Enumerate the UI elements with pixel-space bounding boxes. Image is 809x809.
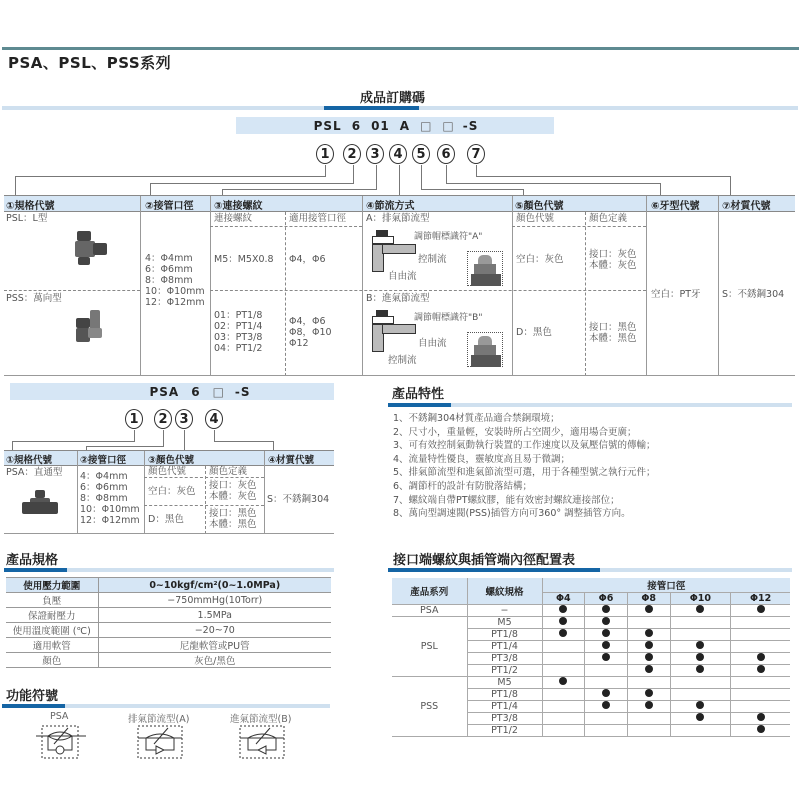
- availability-dot-icon: [645, 689, 653, 697]
- config-dot-cell: [585, 641, 628, 653]
- config-row: [392, 617, 790, 629]
- psa-product-image: [22, 490, 58, 520]
- feature-item: 1、不銹鋼304材質產品適合禁銅環境；: [393, 413, 560, 424]
- symbol-label-b: 進氣節流型(B): [230, 714, 292, 725]
- config-dot-cell: [627, 689, 670, 701]
- symbols-band-accent: [2, 704, 65, 708]
- availability-dot-icon: [645, 641, 653, 649]
- config-dot-cell: [585, 713, 628, 725]
- config-dot-cell: [670, 617, 731, 629]
- availability-dot-icon: [559, 677, 567, 685]
- config-dot-cell: [627, 653, 670, 665]
- psa-material: S：不銹鋼304: [267, 494, 330, 505]
- availability-dot-icon: [602, 605, 610, 613]
- cap-b-image: [467, 332, 503, 367]
- config-dot-cell: [731, 725, 790, 737]
- config-dot-cell: [585, 653, 628, 665]
- col-tube-6: Φ6: [585, 593, 628, 605]
- config-thread-cell: PT3/8: [467, 653, 542, 665]
- config-dot-cell: [542, 629, 585, 641]
- psa-code-box: [10, 383, 334, 400]
- feature-item: 7、螺紋端自帶PT螺紋膠，能有效密封螺紋連接部位；: [393, 494, 620, 506]
- circle-number-5: 5: [412, 144, 430, 164]
- col-tube: 接管口徑: [542, 578, 790, 593]
- color-black-code: D：黑色: [516, 327, 552, 338]
- psa-tube-sizes: 4：Φ4mm 6：Φ6mm 8：Φ8mm 10：Φ10mm 12：Φ12mm: [80, 471, 140, 526]
- config-dot-cell: [670, 665, 731, 677]
- availability-dot-icon: [559, 629, 567, 637]
- config-dot-cell: [542, 653, 585, 665]
- config-table: [392, 578, 790, 737]
- config-dot-cell: [627, 617, 670, 629]
- config-thread-cell: PT1/4: [467, 701, 542, 713]
- exhaust-throttle-symbol-icon: [136, 724, 186, 760]
- circle-number-2: 2: [343, 144, 361, 164]
- col-tube-10: Φ10: [670, 593, 731, 605]
- config-dot-cell: [627, 629, 670, 641]
- config-dot-cell: [542, 641, 585, 653]
- tube-size-list: 4：Φ4mm 6：Φ6mm 8：Φ8mm 10：Φ10mm 12：Φ12mm: [145, 253, 205, 308]
- spec-row: 負壓 −750mmHg(10Torr): [6, 593, 331, 608]
- availability-dot-icon: [696, 701, 704, 709]
- color-code-subheader: 顏色代號: [516, 213, 555, 224]
- config-dot-cell: [731, 701, 790, 713]
- psa-circle-1: 1: [125, 409, 143, 429]
- config-dot-cell: [627, 725, 670, 737]
- config-thread-cell: PT1/8: [467, 689, 542, 701]
- throttle-a-label: A：排氣節流型: [366, 213, 430, 224]
- config-dot-cell: [670, 713, 731, 725]
- psa-circle-4: 4: [205, 409, 223, 429]
- config-row: [392, 605, 790, 617]
- availability-dot-icon: [696, 641, 704, 649]
- psa-color-def-subheader: 顏色定義: [209, 466, 248, 477]
- feature-item: 8、萬向型調速閥(PSS)插管方向可360° 調整插管方向。: [393, 508, 631, 520]
- config-dot-cell: [542, 617, 585, 629]
- psa-header-color: ③顏色代號: [148, 455, 195, 466]
- code-part-2: 6: [351, 118, 362, 133]
- availability-dot-icon: [559, 605, 567, 613]
- config-dot-cell: [542, 701, 585, 713]
- availability-dot-icon: [757, 605, 765, 613]
- config-band-accent: [388, 568, 600, 572]
- features-heading: 產品特性: [392, 387, 445, 402]
- config-dot-cell: [542, 689, 585, 701]
- config-dot-cell: [585, 689, 628, 701]
- config-dot-cell: [542, 713, 585, 725]
- header-color: ⑤顏色代號: [515, 201, 564, 212]
- col-tube-8: Φ8: [627, 593, 670, 605]
- config-dot-cell: [627, 701, 670, 713]
- circle-number-1: 1: [316, 144, 334, 164]
- header-spec-code: ①規格代號: [6, 201, 55, 212]
- config-dot-cell: [670, 689, 731, 701]
- config-dot-cell: [731, 689, 790, 701]
- col-tube-4: Φ4: [542, 593, 585, 605]
- psa-circle-3: 3: [175, 409, 193, 429]
- header-throttle: ④節流方式: [366, 201, 415, 212]
- specs-table: [6, 577, 331, 668]
- throttle-b-control: 控制流: [388, 355, 417, 366]
- config-dot-cell: [627, 665, 670, 677]
- config-thread-cell: PT1/4: [467, 641, 542, 653]
- availability-dot-icon: [645, 653, 653, 661]
- feature-item: 3、可有效控制氣動執行裝置的工作速度以及氣壓信號的傳輸；: [393, 440, 656, 452]
- config-dot-cell: [670, 653, 731, 665]
- heading-band-accent: [324, 106, 419, 110]
- availability-dot-icon: [696, 605, 704, 613]
- code-part-3: 01: [371, 118, 390, 133]
- config-dot-cell: [731, 617, 790, 629]
- features-band-accent: [388, 403, 451, 407]
- thread-type-value: 空白：PT牙: [651, 289, 701, 300]
- config-dot-cell: [542, 605, 585, 617]
- availability-dot-icon: [602, 629, 610, 637]
- psa-circle-2: 2: [154, 409, 172, 429]
- cap-a-image: [467, 251, 503, 286]
- config-dot-cell: [585, 665, 628, 677]
- config-dot-cell: [670, 677, 731, 689]
- header-material: ⑦材質代號: [722, 201, 771, 212]
- config-dot-cell: [731, 641, 790, 653]
- feature-item: 4、流量特性優良，靈敏度高且易于微調；: [393, 453, 571, 465]
- circle-number-7: 7: [467, 144, 485, 164]
- thread-m5: M5：M5X0.8: [214, 254, 274, 265]
- feature-item: 5、排氣節流型和進氣節流型可選，用于各種型號之執行元件；: [393, 467, 656, 479]
- config-series-cell: PSL: [392, 617, 467, 677]
- availability-dot-icon: [559, 617, 567, 625]
- spec-row: 保證耐壓力 1.5MPa: [6, 608, 331, 623]
- spec-row: 使用壓力範圍 0~10kgf/cm²(0~1.0MPa): [6, 578, 331, 593]
- config-dot-cell: [585, 701, 628, 713]
- availability-dot-icon: [645, 701, 653, 709]
- feature-item: 6、調節杆的設計有防脫落結構；: [393, 480, 533, 492]
- code-part-1: PSL: [313, 118, 342, 133]
- config-dot-cell: [542, 677, 585, 689]
- symbol-label-a: 排氣節流型(A): [128, 714, 190, 725]
- config-dot-cell: [542, 725, 585, 737]
- code-part-5: □: [420, 118, 433, 133]
- availability-dot-icon: [602, 617, 610, 625]
- config-heading: 接口端螺紋與插管端內徑配置表: [393, 553, 576, 568]
- config-dot-cell: [627, 713, 670, 725]
- config-dot-cell: [731, 605, 790, 617]
- code-part-4: A: [399, 118, 411, 133]
- config-series-cell: PSA: [392, 605, 467, 617]
- availability-dot-icon: [602, 701, 610, 709]
- color-gray-code: 空白：灰色: [516, 254, 564, 265]
- spec-psl: PSL：L型: [6, 213, 48, 224]
- config-thread-cell: PT3/8: [467, 713, 542, 725]
- config-series-cell: PSS: [392, 677, 467, 737]
- availability-dot-icon: [757, 725, 765, 733]
- availability-dot-icon: [696, 653, 704, 661]
- throttle-a-control: 控制流: [418, 254, 447, 265]
- code-part-6: □: [442, 118, 455, 133]
- throttle-b-label: B：進氣節流型: [366, 293, 430, 304]
- intake-throttle-symbol-icon: [238, 724, 288, 760]
- psa-black-code: D：黑色: [148, 514, 184, 525]
- availability-dot-icon: [757, 653, 765, 661]
- config-row: [392, 677, 790, 689]
- psa-code-part-3: □: [212, 384, 225, 399]
- tube-subheader: 適用接管口徑: [289, 213, 347, 224]
- config-thread-cell: PT1/8: [467, 629, 542, 641]
- psa-header-tube: ②接管口徑: [80, 455, 127, 466]
- thread-m5-tubes: Φ4，Φ6: [289, 254, 326, 265]
- color-gray-def: 接口：灰色 本體：灰色: [589, 249, 637, 271]
- throttle-a-free: 自由流: [388, 271, 417, 282]
- features-list: [393, 412, 656, 521]
- spec-row: 顏色 灰色/黑色: [6, 653, 331, 668]
- psa-color-code-subheader: 顏色代號: [148, 466, 187, 477]
- availability-dot-icon: [696, 665, 704, 673]
- symbols-heading: 功能符號: [6, 689, 59, 704]
- config-thread-cell: PT1/2: [467, 725, 542, 737]
- config-dot-cell: [670, 701, 731, 713]
- throttle-b-diagram: [372, 310, 417, 360]
- code-part-7: -S: [462, 118, 479, 133]
- order-code-box: [236, 117, 554, 134]
- color-def-subheader: 顏色定義: [589, 213, 628, 224]
- config-dot-cell: [585, 605, 628, 617]
- top-rule: [2, 47, 799, 50]
- spec-pss: PSS：萬向型: [6, 293, 62, 304]
- order-code-heading: 成品訂購碼: [360, 91, 426, 106]
- availability-dot-icon: [645, 665, 653, 673]
- spec-row: 適用軟管 尼龍軟管或PU管: [6, 638, 331, 653]
- feature-item: 2、尺寸小，重量輕，安裝時所占空間少，適用場合更廣；: [393, 426, 637, 438]
- series-title: PSA、PSL、PSS系列: [8, 54, 172, 72]
- psa-spec: PSA：直通型: [6, 467, 63, 478]
- config-dot-cell: [627, 677, 670, 689]
- availability-dot-icon: [757, 713, 765, 721]
- config-dot-cell: [542, 665, 585, 677]
- config-dot-cell: [731, 665, 790, 677]
- availability-dot-icon: [602, 641, 610, 649]
- psl-product-image: [75, 231, 109, 265]
- material-value: S：不銹鋼304: [722, 289, 785, 300]
- thread-pt-list: 01：PT1/8 02：PT1/4 03：PT3/8 04：PT1/2: [214, 310, 263, 354]
- availability-dot-icon: [757, 665, 765, 673]
- availability-dot-icon: [645, 605, 653, 613]
- psa-header-spec: ①規格代號: [6, 455, 53, 466]
- psa-code-part-4: -S: [234, 384, 251, 399]
- header-thread-type: ⑥牙型代號: [651, 201, 700, 212]
- psa-code-part-1: PSA: [149, 384, 180, 399]
- symbol-label-psa: PSA: [50, 711, 69, 722]
- psa-header-material: ④材質代號: [268, 455, 315, 466]
- config-dot-cell: [670, 605, 731, 617]
- config-thread-cell: M5: [467, 617, 542, 629]
- availability-dot-icon: [696, 713, 704, 721]
- circle-number-3: 3: [366, 144, 384, 164]
- config-thread-cell: PT1/2: [467, 665, 542, 677]
- config-dot-cell: [731, 653, 790, 665]
- header-thread: ③連接螺紋: [214, 201, 263, 212]
- availability-dot-icon: [645, 629, 653, 637]
- config-dot-cell: [585, 629, 628, 641]
- config-dot-cell: [627, 605, 670, 617]
- psa-black-def: 接口：黑色 本體：黑色: [209, 508, 257, 530]
- psa-gray-def: 接口：灰色 本體：灰色: [209, 480, 257, 502]
- psa-gray-code: 空白：灰色: [148, 486, 196, 497]
- config-dot-cell: [670, 641, 731, 653]
- col-tube-12: Φ12: [731, 593, 790, 605]
- spec-row: 使用溫度範圍 (℃) −20~70: [6, 623, 331, 638]
- config-dot-cell: [731, 713, 790, 725]
- header-tube-diameter: ②接管口徑: [145, 201, 194, 212]
- config-dot-cell: [670, 629, 731, 641]
- color-black-def: 接口：黑色 本體：黑色: [589, 322, 637, 344]
- config-dot-cell: [670, 725, 731, 737]
- thread-subheader: 連接螺紋: [214, 213, 253, 224]
- circle-number-6: 6: [437, 144, 455, 164]
- thread-pt-tubes: Φ4，Φ6 Φ8，Φ10 Φ12: [289, 316, 332, 349]
- throttle-b-mark: 調節帽標識符"B": [414, 313, 483, 323]
- throttle-b-free: 自由流: [418, 338, 447, 349]
- throttle-a-mark: 調節帽標識符"A": [414, 232, 483, 242]
- col-thread: 螺紋規格: [467, 578, 542, 605]
- config-dot-cell: [627, 641, 670, 653]
- pss-product-image: [72, 310, 106, 344]
- specs-heading: 產品規格: [6, 553, 59, 568]
- config-dot-cell: [731, 629, 790, 641]
- specs-band-accent: [4, 568, 67, 572]
- config-thread-cell: M5: [467, 677, 542, 689]
- availability-dot-icon: [602, 689, 610, 697]
- availability-dot-icon: [602, 653, 610, 661]
- config-dot-cell: [731, 677, 790, 689]
- psa-symbol-icon: [36, 724, 86, 760]
- circle-number-4: 4: [389, 144, 407, 164]
- config-dot-cell: [585, 617, 628, 629]
- config-thread-cell: −: [467, 605, 542, 617]
- col-series: 產品系列: [392, 578, 467, 605]
- psa-code-part-2: 6: [191, 384, 201, 399]
- config-dot-cell: [585, 725, 628, 737]
- config-dot-cell: [585, 677, 628, 689]
